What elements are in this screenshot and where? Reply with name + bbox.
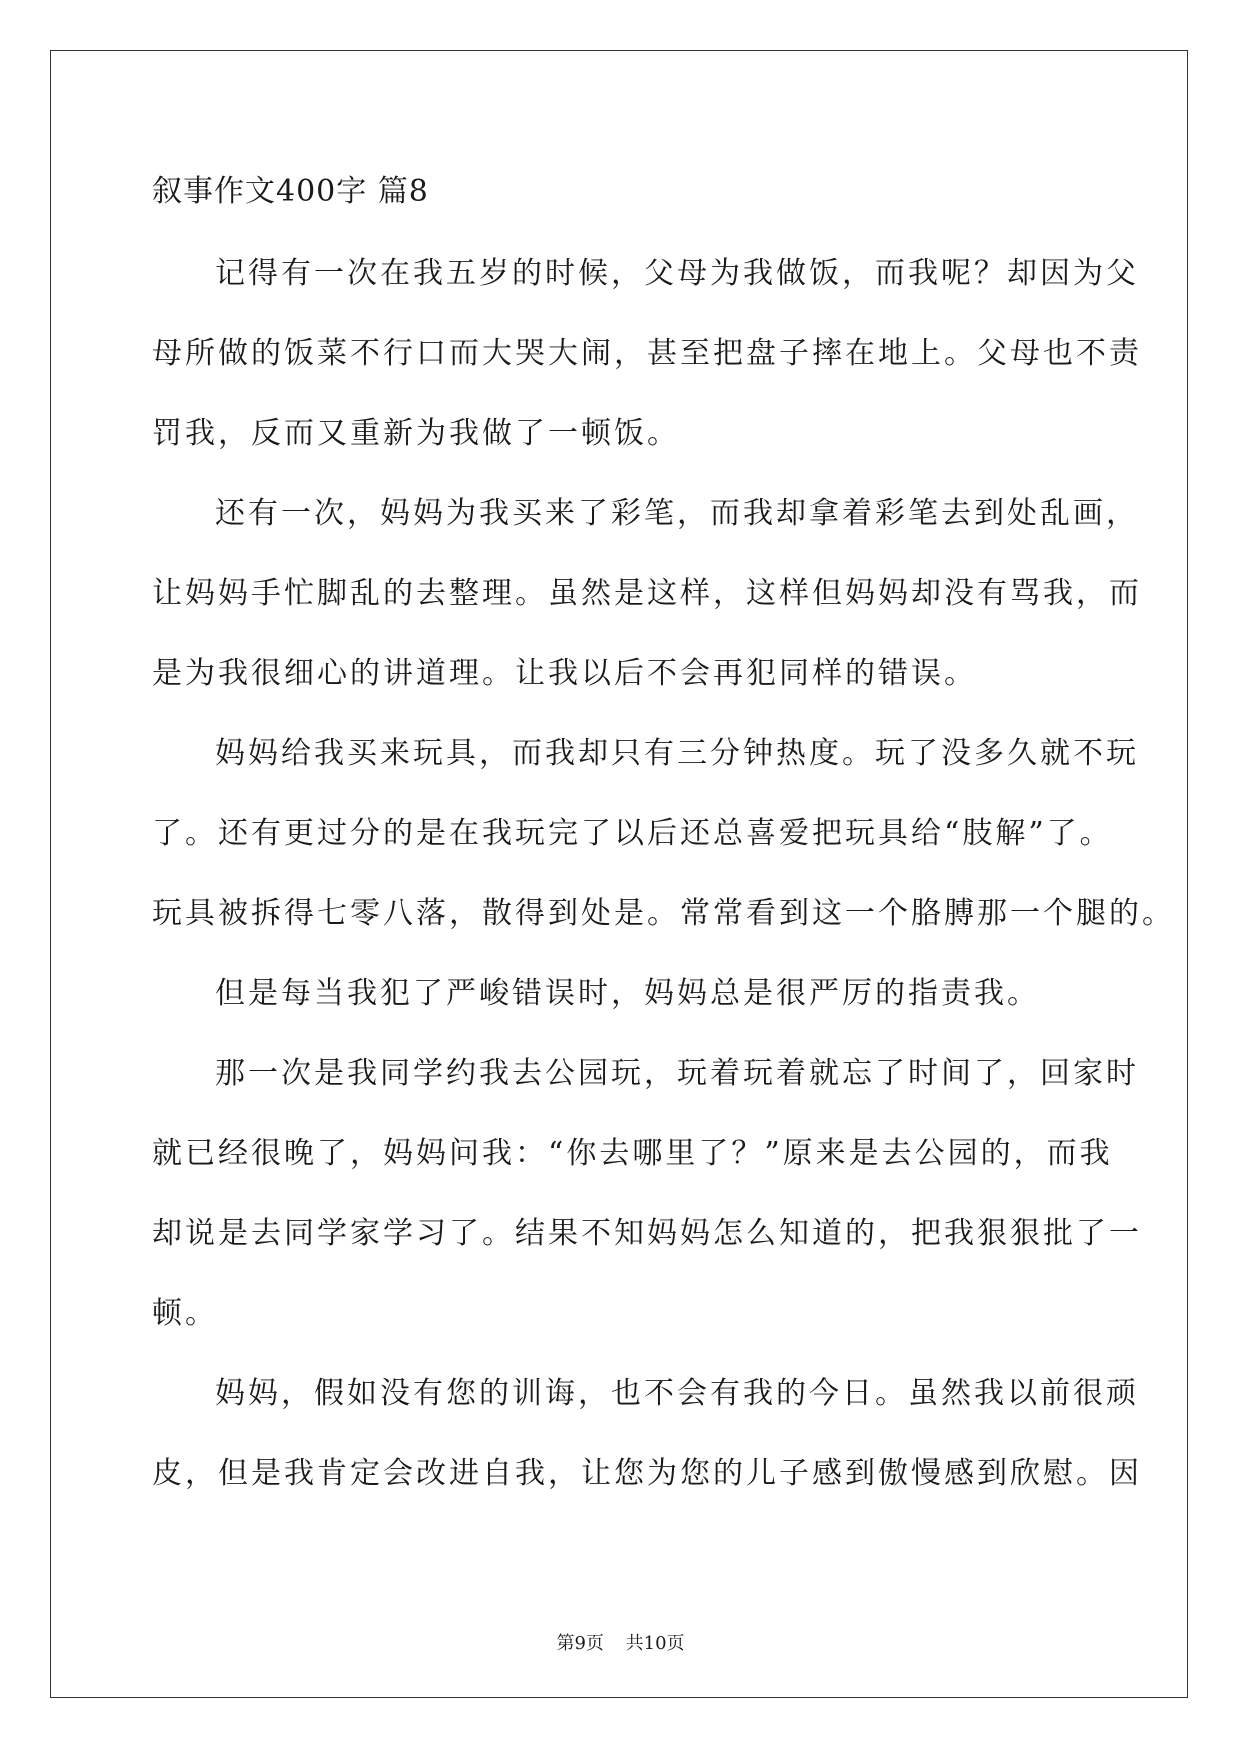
paragraph-line: 罚我，反而又重新为我做了一顿饭。	[152, 416, 680, 451]
page-border	[50, 50, 1188, 1698]
paragraph-line: 母所做的饭菜不行口而大哭大闹，甚至把盘子摔在地上。父母也不责	[152, 336, 1142, 371]
paragraph-line: 让妈妈手忙脚乱的去整理。虽然是这样，这样但妈妈却没有骂我，而	[152, 576, 1142, 611]
paragraph-line: 顿。	[152, 1296, 218, 1331]
page-footer	[0, 1632, 1241, 1656]
page-total: 共10页	[625, 1633, 685, 1654]
paragraph-line: 皮，但是我肯定会改进自我，让您为您的儿子感到傲慢感到欣慰。因	[152, 1456, 1142, 1491]
paragraph-line: 那一次是我同学约我去公园玩，玩着玩着就忘了时间了，回家时	[215, 1056, 1139, 1091]
paragraph-line: 妈妈给我买来玩具，而我却只有三分钟热度。玩了没多久就不玩	[215, 736, 1139, 771]
paragraph-line: 但是每当我犯了严峻错误时，妈妈总是很严厉的指责我。	[215, 976, 1040, 1011]
page-number: 第9页	[556, 1633, 604, 1654]
paragraph-line: 却说是去同学家学习了。结果不知妈妈怎么知道的，把我狠狠批了一	[152, 1216, 1142, 1251]
document-title: 叙事作文400字 篇8	[152, 174, 429, 209]
paragraph-line: 还有一次，妈妈为我买来了彩笔，而我却拿着彩笔去到处乱画，	[215, 496, 1139, 531]
paragraph-line: 了。还有更过分的是在我玩完了以后还总喜爱把玩具给“肢解”了。	[152, 816, 1113, 851]
paragraph-line: 玩具被拆得七零八落，散得到处是。常常看到这一个胳膊那一个腿的。	[152, 896, 1175, 931]
paragraph-line: 记得有一次在我五岁的时候，父母为我做饭，而我呢？却因为父	[215, 256, 1139, 291]
paragraph-line: 妈妈，假如没有您的训诲，也不会有我的今日。虽然我以前很顽	[215, 1376, 1139, 1411]
paragraph-line: 就已经很晚了，妈妈问我：“你去哪里了？”原来是去公园的，而我	[152, 1136, 1113, 1171]
paragraph-line: 是为我很细心的讲道理。让我以后不会再犯同样的错误。	[152, 656, 977, 691]
